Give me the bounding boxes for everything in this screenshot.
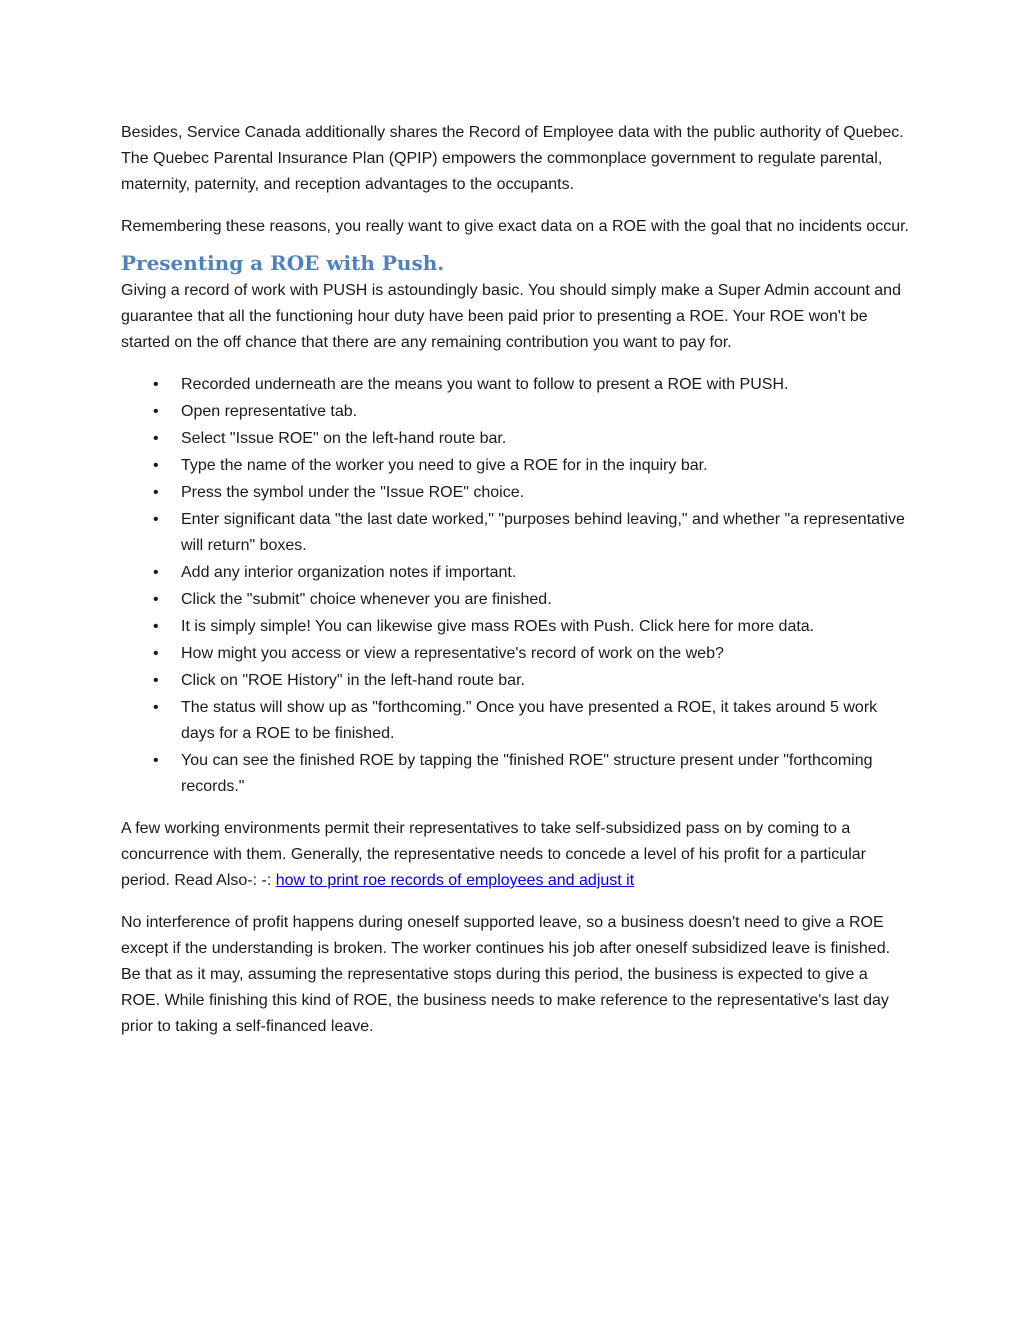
list-item [121, 748, 911, 800]
list-item-text: How might you access or view a representative's record of work on the web? [181, 645, 724, 662]
document-page [121, 120, 911, 1056]
list-item-text: Open representative tab. [181, 403, 358, 420]
bullet-icon: • [153, 699, 159, 716]
list-item [121, 668, 911, 694]
bullet-icon: • [153, 457, 159, 474]
list-item-text: Click the "submit" choice whenever you are finished. [181, 591, 552, 608]
bullet-icon: • [153, 403, 159, 420]
bullet-icon: • [153, 672, 159, 689]
list-item [121, 480, 911, 506]
list-item [121, 372, 911, 398]
list-item [121, 587, 911, 613]
list-item [121, 426, 911, 452]
bullet-icon: • [153, 564, 159, 581]
bullet-icon: • [153, 591, 159, 608]
bullet-icon: • [153, 376, 159, 393]
list-item-text: Click on "ROE History" in the left-hand route bar. [181, 672, 525, 689]
list-item [121, 399, 911, 425]
bullet-icon: • [153, 618, 159, 635]
list-item-text: Recorded underneath are the means you want to follow to present a ROE with PUSH. [181, 376, 789, 393]
paragraph-self-funded-text: A few working environments permit their representatives to take self-subsidized pass on by coming to a concurrence with them. Generally, the representative needs to concede a level of his profit for a particular period. Read Also-: -: [121, 820, 866, 889]
bullet-icon: • [153, 430, 159, 447]
list-item [121, 560, 911, 586]
list-item-text: You can see the finished ROE by tapping the "finished ROE" structure present under "forthcoming records." [181, 752, 873, 795]
list-item [121, 507, 911, 559]
list-item [121, 641, 911, 667]
list-item-text: Enter significant data "the last date worked," "purposes behind leaving," and whether "a representative will return" boxes. [181, 511, 905, 554]
list-item [121, 614, 911, 640]
steps-list [121, 372, 911, 800]
read-also-link[interactable]: how to print roe records of employees and adjust it [275, 872, 635, 889]
list-item-text: Type the name of the worker you need to give a ROE for in the inquiry bar. [181, 457, 708, 474]
paragraph-self-funded [121, 816, 911, 894]
paragraph-push-intro: Giving a record of work with PUSH is astoundingly basic. You should simply make a Super Admin account and guarantee that all the functioning hour duty have been paid prior to presenting a ROE. Your ROE won't be started on the off chance that there are any remaining contribution you want to pay for. [121, 282, 901, 351]
list-item-text: Add any interior organization notes if important. [181, 564, 517, 581]
list-item [121, 695, 911, 747]
list-item-text: The status will show up as "forthcoming." Once you have presented a ROE, it takes around 5 work days for a ROE to be finished. [181, 699, 878, 742]
list-item-text: Select "Issue ROE" on the left-hand route bar. [181, 430, 507, 447]
bullet-icon: • [153, 511, 159, 528]
list-item-text: It is simply simple! You can likewise give mass ROEs with Push. Click here for more data. [181, 618, 815, 635]
list-item [121, 453, 911, 479]
bullet-icon: • [153, 484, 159, 501]
paragraph-reasons: Remembering these reasons, you really want to give exact data on a ROE with the goal that no incidents occur. [121, 218, 909, 235]
paragraph-no-interference: No interference of profit happens during oneself supported leave, so a business doesn't need to give a ROE except if the understanding is broken. The worker continues his job after oneself subsidized leave is finished. Be that as it may, assuming the representative stops during this period, the business is expected to give a ROE. While finishing this kind of ROE, the business needs to make reference to the representative's last day prior to taking a self-financed leave. [121, 914, 891, 1035]
list-item-text: Press the symbol under the "Issue ROE" choice. [181, 484, 525, 501]
bullet-icon: • [153, 752, 159, 769]
section-heading: Presenting a ROE with Push. [121, 251, 445, 275]
paragraph-qpip: Besides, Service Canada additionally shares the Record of Employee data with the public authority of Quebec. The Quebec Parental Insurance Plan (QPIP) empowers the commonplace government to regulate parental, maternity, paternity, and reception advantages to the occupants. [121, 124, 904, 193]
bullet-icon: • [153, 645, 159, 662]
